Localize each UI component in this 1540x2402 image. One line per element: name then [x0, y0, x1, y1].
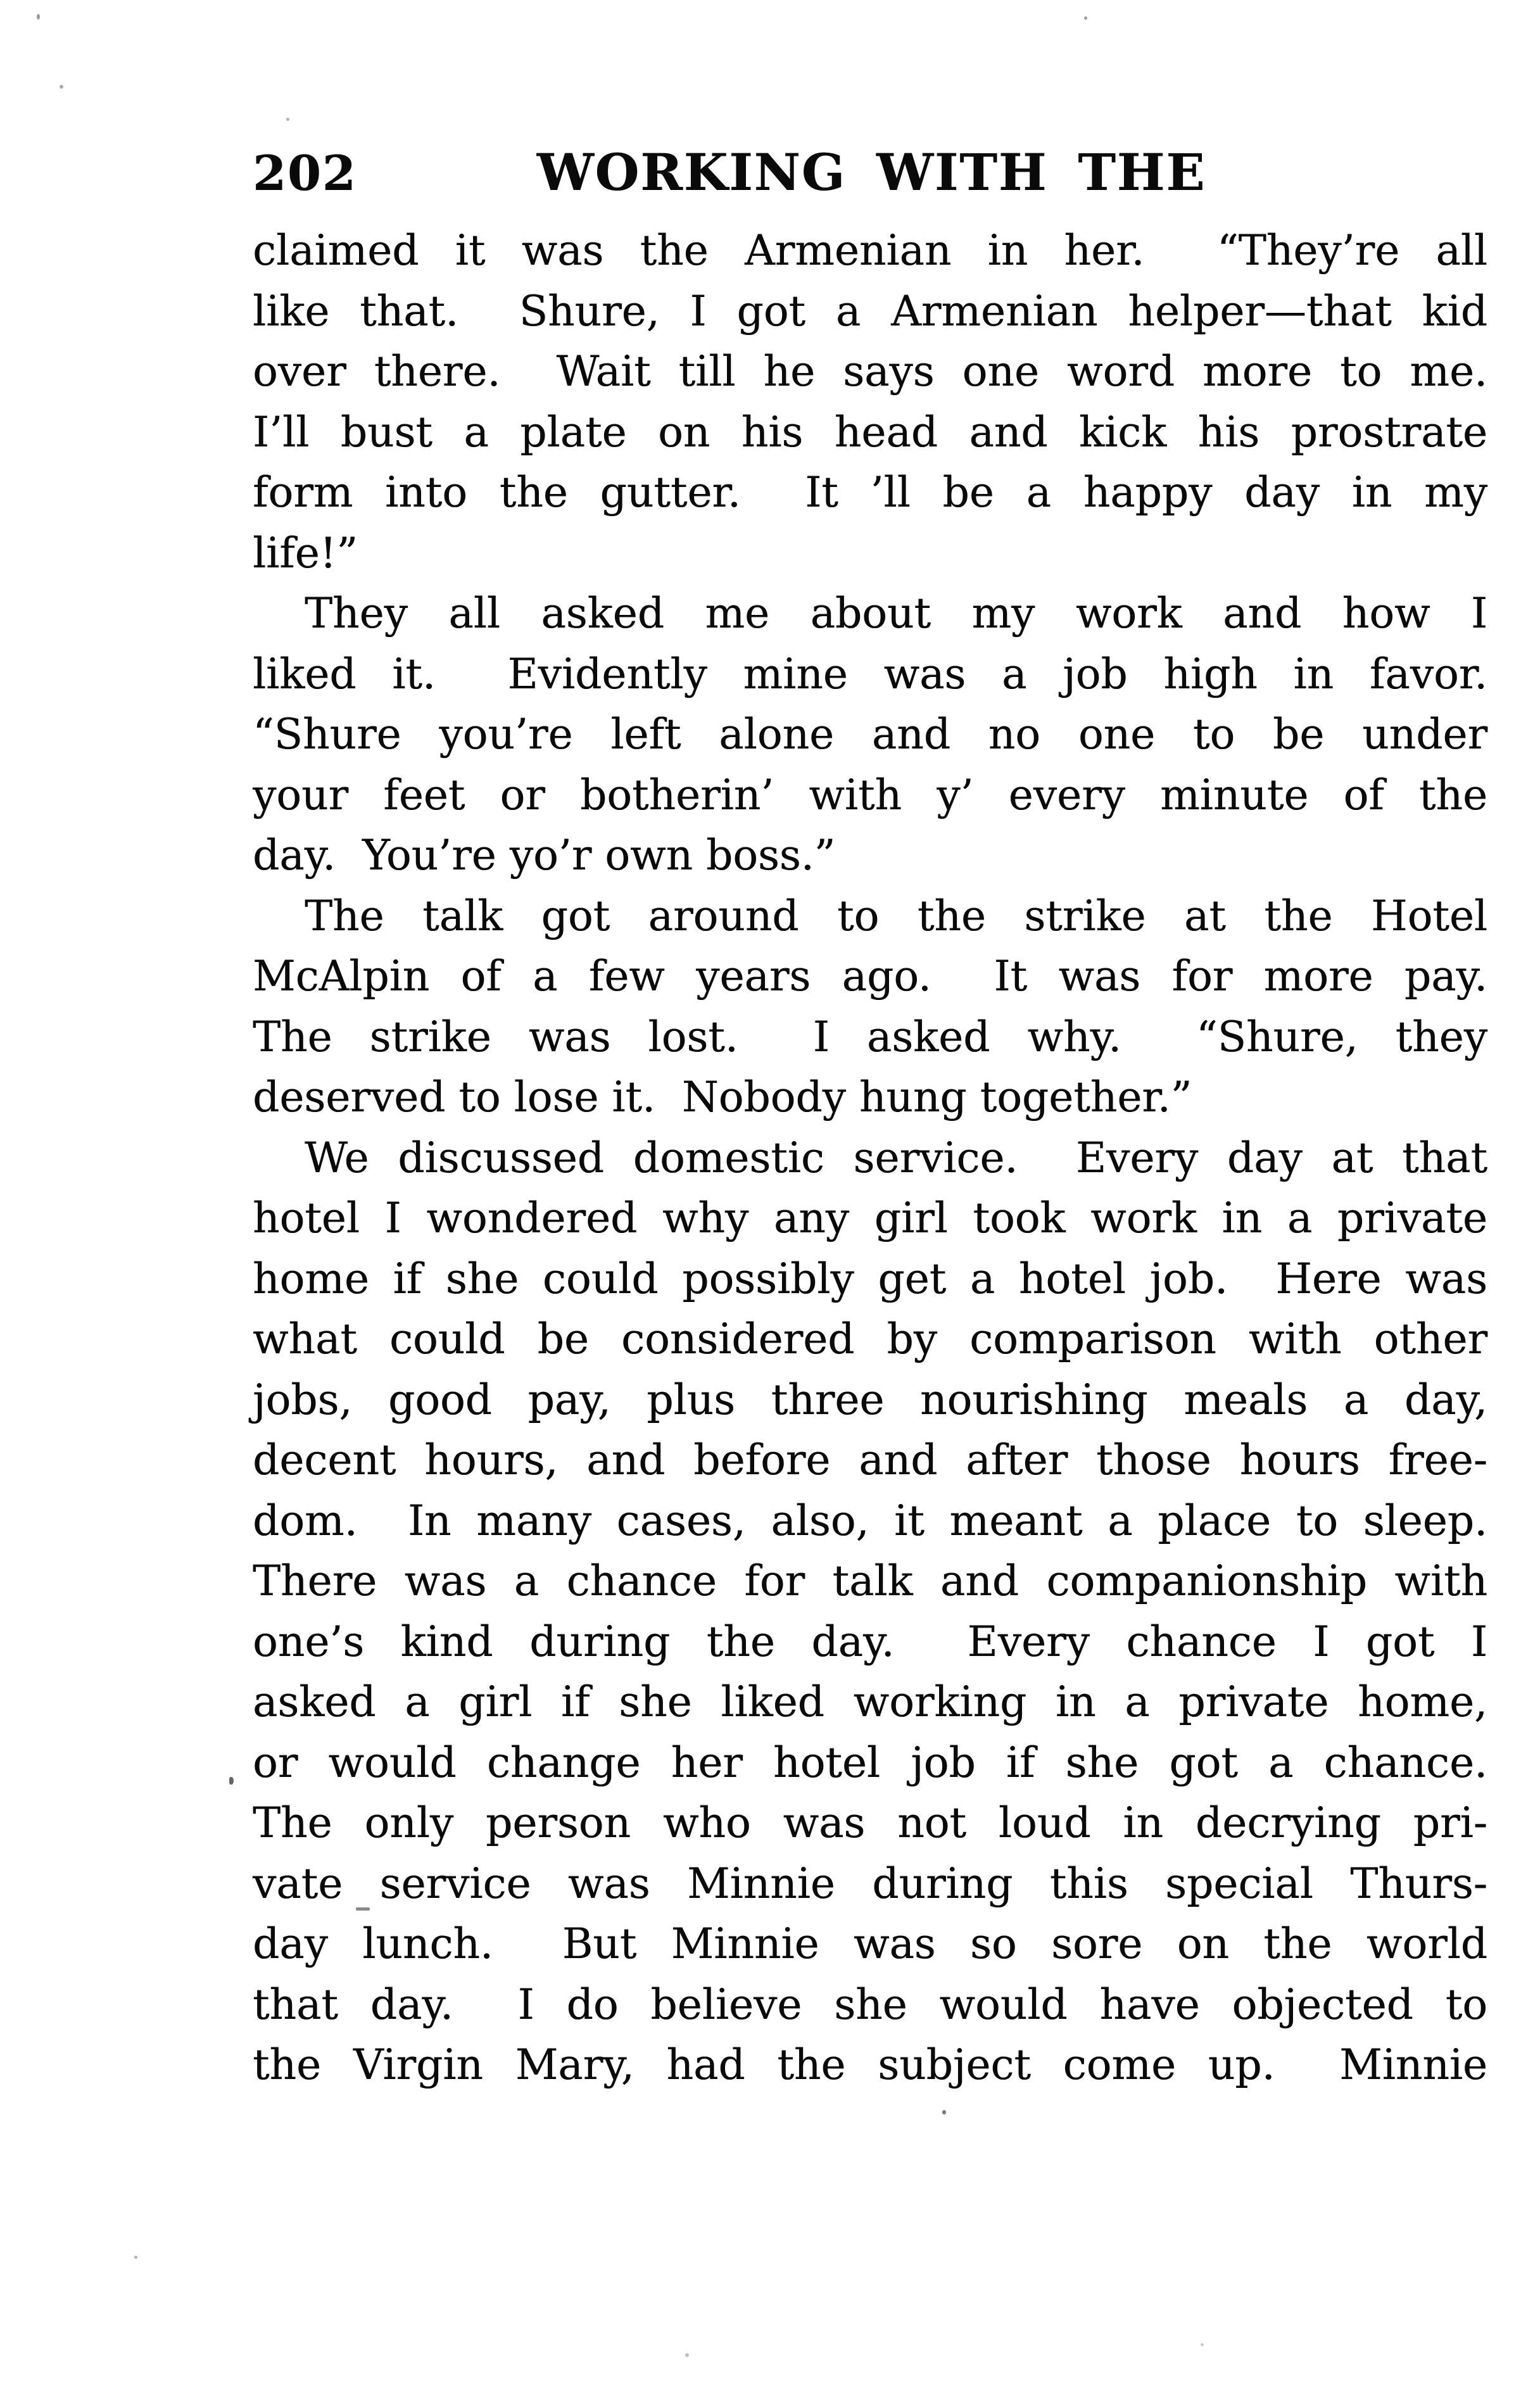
text-line: form into the gutter. It ’ll be a happy day in my	[253, 468, 1487, 517]
text-line: claimed it was the Armenian in her. “They’re all	[253, 226, 1487, 275]
text-line: home if she could possibly get a hotel job. Here was	[253, 1254, 1487, 1303]
text-line: They all asked me about my work and how I	[305, 589, 1487, 638]
text-line: life!”	[253, 528, 358, 578]
scan-speck	[134, 2256, 137, 2259]
running-title: WORKING WITH THE	[536, 142, 1206, 202]
text-line: We discussed domestic service. Every day at that	[305, 1133, 1487, 1182]
text-line: “Shure you’re left alone and no one to be under	[253, 710, 1487, 759]
text-line: I’ll bust a plate on his head and kick his prostrate	[253, 407, 1487, 457]
scan-speck	[942, 2110, 946, 2114]
text-line: liked it. Evidently mine was a job high in favor.	[253, 649, 1487, 698]
text-line: the Virgin Mary, had the subject come up. Minnie	[253, 2040, 1487, 2089]
text-line: jobs, good pay, plus three nourishing meals a day,	[253, 1375, 1487, 1424]
scan-speck	[1084, 16, 1087, 20]
text-line: over there. Wait till he says one word more to me.	[253, 347, 1487, 396]
scan-speck	[60, 85, 63, 89]
text-line: or would change her hotel job if she got a chance.	[253, 1738, 1487, 1787]
paragraph	[253, 583, 1487, 886]
text-line: like that. Shure, I got a Armenian helper—that kid	[253, 286, 1487, 336]
text-line: The talk got around to the strike at the Hotel	[305, 891, 1487, 940]
text-line: day lunch. But Minnie was so sore on the world	[253, 1919, 1487, 1968]
text-line: The only person who was not loud in decrying pri-	[253, 1798, 1487, 1847]
text-line: what could be considered by comparison with other	[253, 1315, 1487, 1363]
text-line: vate service was Minnie during this special Thurs-	[253, 1859, 1487, 1908]
text-line: McAlpin of a few years ago. It was for more pay.	[253, 952, 1487, 1001]
text-line: dom. In many cases, also, it meant a place to sleep.	[253, 1496, 1487, 1545]
text-line: hotel I wondered why any girl took work in a private	[253, 1194, 1487, 1242]
scan-speck	[356, 1907, 370, 1911]
text-line: There was a chance for talk and companionship with	[253, 1557, 1487, 1605]
scan-speck	[286, 118, 289, 121]
text-line: decent hours, and before and after those hours free-	[253, 1436, 1487, 1484]
scan-speck	[685, 2353, 689, 2357]
scan-speck	[37, 14, 40, 20]
scan-speck	[1201, 2343, 1204, 2346]
text-line: day. You’re yo’r own boss.”	[253, 831, 836, 880]
text-line: your feet or botherin’ with y’ every minute of the	[253, 770, 1487, 819]
scan-speck	[229, 1777, 234, 1785]
text-line: asked a girl if she liked working in a private home,	[253, 1678, 1487, 1726]
page-number: 202	[253, 145, 357, 201]
text-line: one’s kind during the day. Every chance I got I	[253, 1617, 1487, 1666]
text-line: The strike was lost. I asked why. “Shure, they	[253, 1012, 1487, 1061]
text-line: deserved to lose it. Nobody hung together.”	[253, 1073, 1192, 1122]
body-text	[253, 220, 1487, 2095]
paragraph	[253, 220, 1487, 583]
paragraph	[253, 886, 1487, 1128]
paragraph	[253, 1128, 1487, 2095]
text-line: that day. I do believe she would have objected to	[253, 1980, 1487, 2029]
